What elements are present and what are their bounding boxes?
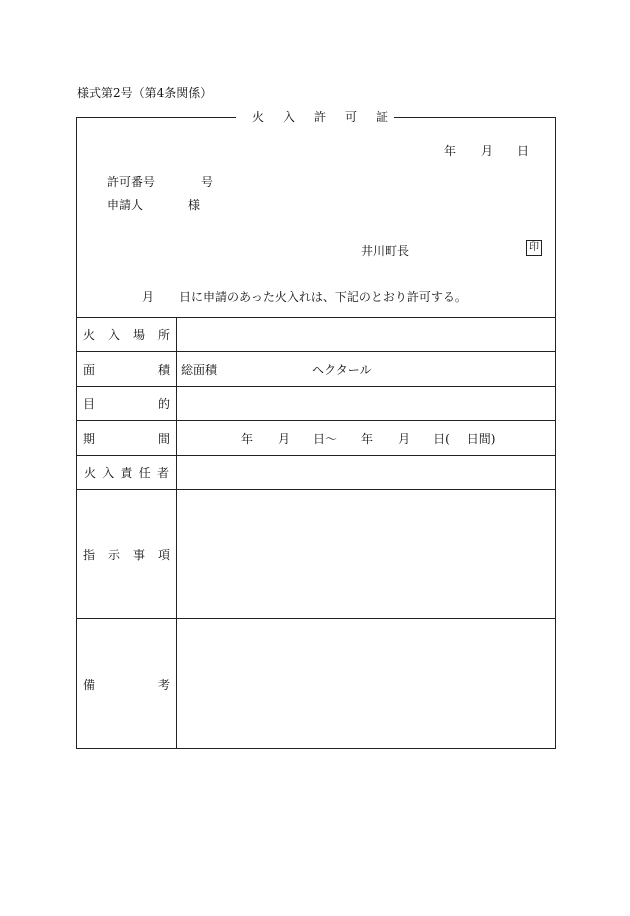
label-area [77,352,176,386]
period-start-day: 日～ [313,431,338,446]
applicant-label: 申請人 [107,198,144,212]
permit-number [107,173,213,190]
label-char: 備 [83,677,96,692]
period-end-month: 月 [398,431,411,446]
label-char: 事 [132,547,145,562]
area-unit: ヘクタール [312,362,372,377]
period-end-year: 年 [361,431,374,446]
title-char: 火 [251,110,283,124]
label-char: 期 [83,431,96,446]
label-char: 面 [83,362,96,377]
form-title [236,108,394,126]
label-char: 者 [156,466,169,480]
label-char: 入 [107,328,120,342]
statement-text: 日に申請のあった火入れは、下記のとおり許可する。 [179,290,467,304]
period-days: 日間) [466,431,496,446]
label-char: 目 [83,397,96,411]
label-fire-location [77,318,176,351]
column-divider [176,317,177,749]
label-char: 積 [157,362,170,377]
label-remarks [77,619,176,749]
permit-statement [142,288,467,305]
label-char: 火 [83,328,96,342]
issuer-name: 井川町長 [361,244,410,258]
title-char: 入 [282,110,314,124]
permit-number-suffix: 号 [201,175,214,189]
form-number: 様式第2号（第4条関係） [77,86,213,100]
label-char: 場 [132,328,145,342]
label-char: 的 [157,397,170,411]
label-char: 間 [157,431,170,446]
date-year: 年 [444,144,457,158]
total-area-label: 総面積 [181,362,218,377]
label-char: 指 [83,547,96,562]
label-char: 項 [157,547,170,562]
label-char: 考 [157,677,170,692]
date-day: 日 [517,144,530,158]
date-month: 月 [481,144,494,158]
period-start-year: 年 [241,431,254,446]
value-period [181,421,495,455]
permit-number-label: 許可番号 [107,175,156,189]
label-char: 任 [138,466,151,480]
label-char: 責 [120,466,133,480]
applicant [107,196,200,213]
label-purpose [77,387,176,420]
applicant-honorific: 様 [188,198,201,212]
period-start-month: 月 [278,431,291,446]
issue-date [444,142,529,159]
label-fire-manager [77,456,176,489]
label-char: 所 [157,328,170,342]
label-period [77,421,176,455]
label-char: 示 [107,547,120,562]
statement-month: 月 [142,290,155,304]
value-area [181,352,372,386]
label-instructions [77,490,176,618]
period-end-day: 日( [433,431,450,446]
title-char: 証 [376,110,389,124]
title-char: 可 [345,110,377,124]
label-char: 入 [102,466,115,480]
title-char: 許 [313,110,345,124]
seal-mark: 印 [526,240,542,256]
label-char: 火 [84,466,97,480]
